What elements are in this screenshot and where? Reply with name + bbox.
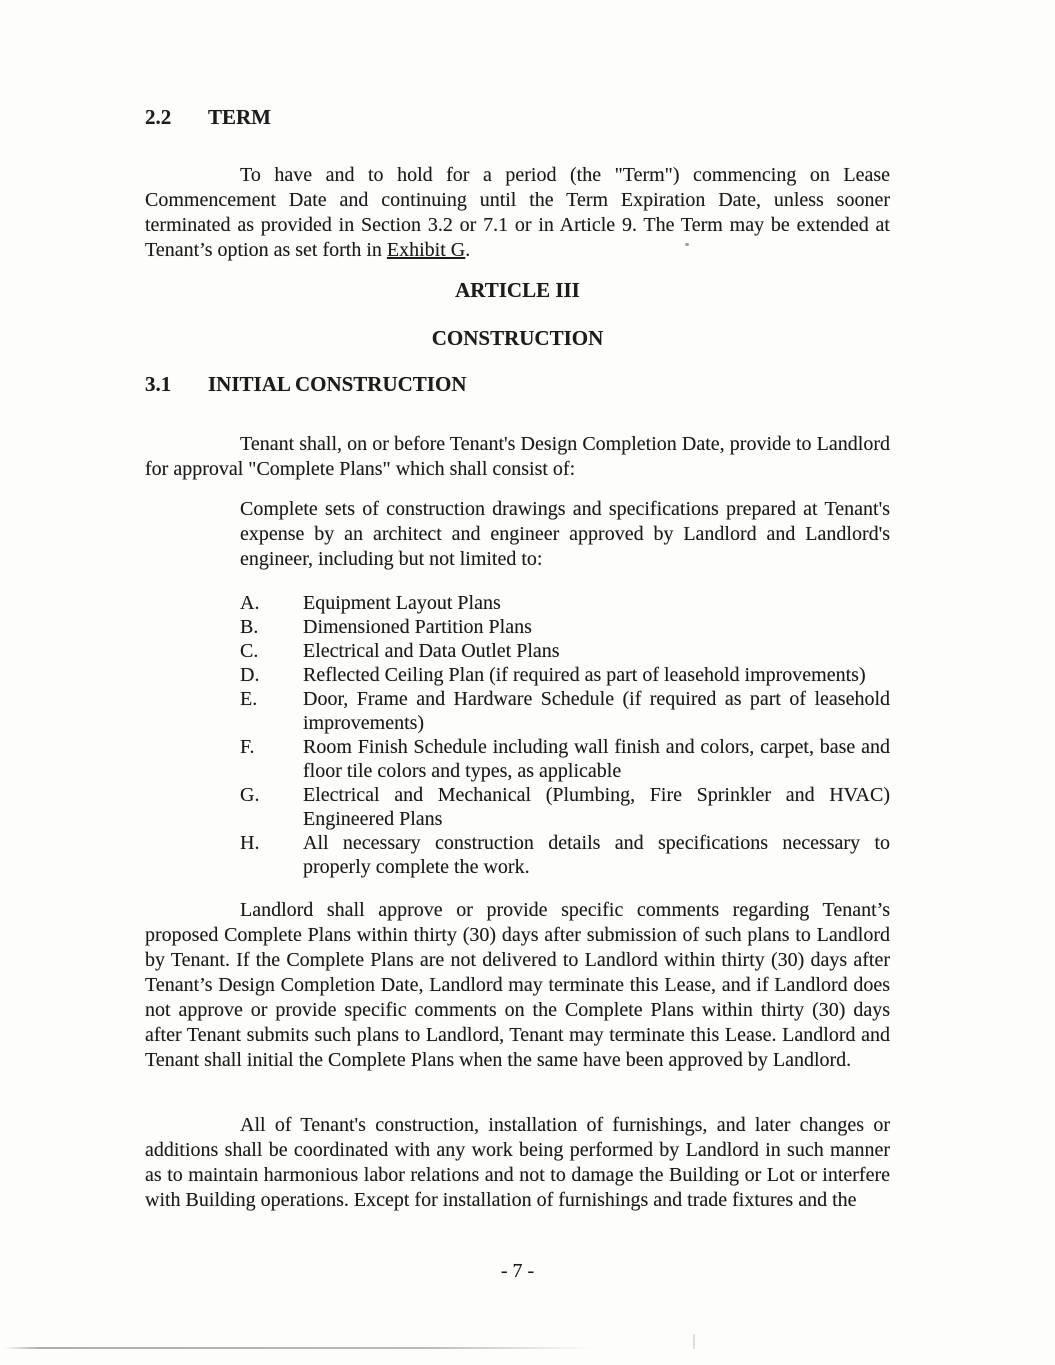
page-number: - 7 - [500, 1260, 535, 1282]
section-2-2-title: TERM [208, 105, 271, 129]
plan-item-letter: A. [240, 592, 260, 614]
section-2-2-number: 2.2 [145, 105, 172, 129]
plan-item-letter: B. [240, 616, 259, 638]
plan-item-letter: H. [240, 832, 260, 854]
initial-construction-paragraph: Tenant shall, on or before Tenant's Design Completion Date, provide to Landlord for approval "Complete Plans" which shall consist of: [145, 433, 890, 480]
article-iii-heading: ARTICLE III [455, 278, 580, 302]
plan-item-text: Room Finish Schedule including wall finish and colors, carpet, base and floor tile colors and types, as applicable [303, 736, 890, 782]
plan-item-letter: F. [240, 736, 255, 758]
plan-list [240, 591, 890, 879]
term-paragraph [145, 163, 890, 263]
plan-item-letter: E. [240, 688, 258, 710]
approval-paragraph: Landlord shall approve or provide specific comments regarding Tenant’s proposed Complete Plans within thirty (30) days after submission of such plans to Landlord by Tenant. If the Complete Plans are not delivered to Landlord within thirty (30) days after Tenant’s Design Completion Date, Landlord may terminate this Lease, and if Landlord does not approve or provide specific comments on the Complete Plans within thirty (30) days after Tenant submits such plans to Landlord, Tenant may terminate this Lease. Landlord and Tenant shall initial the Complete Plans when the same have been approved by Landlord. [145, 899, 890, 1071]
complete-plans-paragraph: Complete sets of construction drawings and specifications prepared at Tenant's expense by an architect and engineer approved by Landlord and Landlord's engineer, including but not limited to: [240, 498, 890, 570]
scan-artifact-line [4, 1347, 592, 1349]
plan-item-text: Reflected Ceiling Plan (if required as part of leasehold improvements) [303, 664, 866, 686]
list-item [240, 687, 890, 735]
coordination-paragraph: All of Tenant's construction, installation of furnishings, and later changes or additions shall be coordinated with any work being performed by Landlord in such manner as to maintain harmonious labor relations and not to damage the Building or Lot or interfere with Building operations. Except for installation of furnishings and trade fixtures and the [145, 1114, 890, 1211]
term-paragraph-period: . [465, 239, 471, 261]
term-paragraph-text: To have and to hold for a period (the "Term") commencing on Lease Commencement Date and continuing until the Term Expiration Date, unless sooner terminated as provided in Section 3.2 or 7.1 or in Article 9. The Term may be extended at Tenant’s option as set forth in [145, 164, 890, 261]
plan-item-letter: G. [240, 784, 260, 806]
scan-artifact-tick [693, 1334, 695, 1349]
exhibit-g-reference: Exhibit G [386, 239, 466, 261]
scan-artifact-dot [685, 243, 689, 246]
plan-item-text: Electrical and Mechanical (Plumbing, Fire Sprinkler and HVAC) Engineered Plans [303, 784, 890, 830]
section-heading-2-2 [145, 105, 271, 129]
list-item [240, 831, 890, 879]
list-item [240, 639, 890, 663]
list-item [240, 615, 890, 639]
list-item [240, 783, 890, 831]
section-heading-3-1 [145, 372, 466, 396]
section-3-1-title: INITIAL CONSTRUCTION [208, 372, 467, 396]
list-item [240, 591, 890, 615]
plan-item-text: Electrical and Data Outlet Plans [303, 640, 560, 662]
plan-item-text: Equipment Layout Plans [303, 592, 501, 614]
section-3-1-number: 3.1 [145, 372, 172, 396]
plan-item-text: All necessary construction details and specifications necessary to properly complete the work. [303, 832, 890, 878]
list-item [240, 735, 890, 783]
plan-item-text: Dimensioned Partition Plans [303, 616, 532, 638]
plan-item-letter: D. [240, 664, 260, 686]
list-item [240, 663, 890, 687]
construction-heading: CONSTRUCTION [431, 326, 604, 350]
plan-item-letter: C. [240, 640, 259, 662]
plan-item-text: Door, Frame and Hardware Schedule (if required as part of leasehold improvements) [303, 688, 890, 734]
